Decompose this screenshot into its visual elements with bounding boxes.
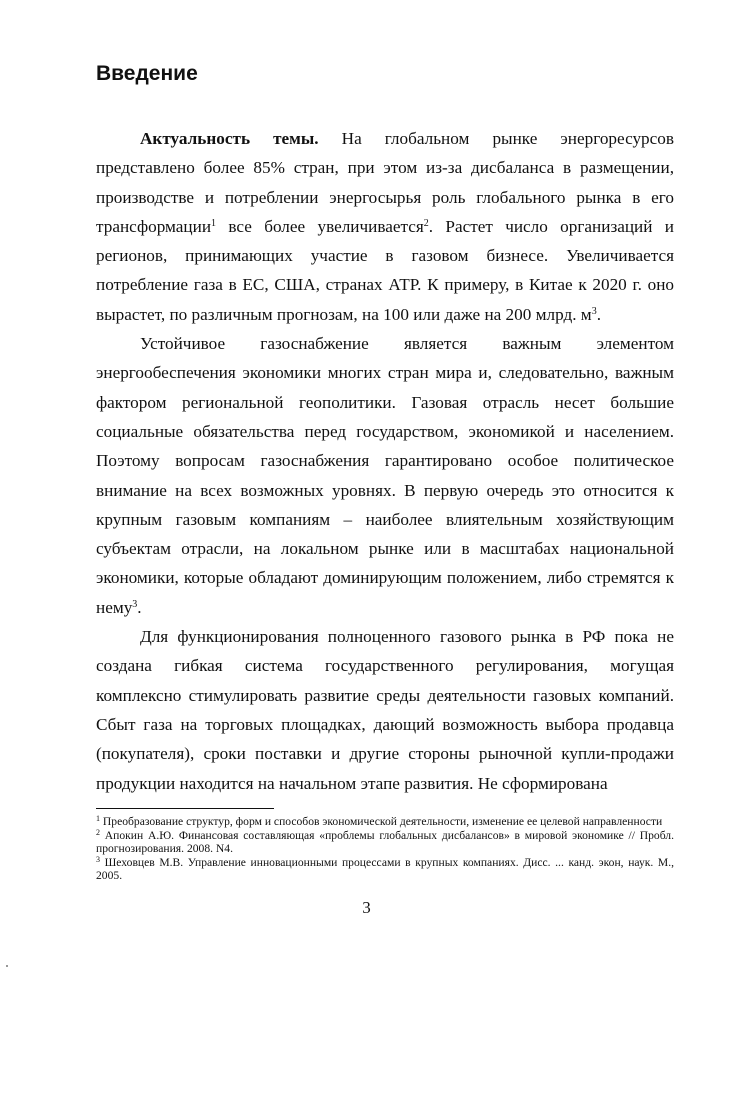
paragraph-text: . <box>137 597 142 617</box>
paragraph-relevance <box>96 124 674 329</box>
footnote-ref-2: 2 <box>423 217 429 229</box>
paragraph-text: Устойчивое газоснабжение является важным элементом энергообеспечения экономики многих стран мира и, следовательно, важным фактором региональной геополитики. Газовая отрасль несет большие социальные обязательства перед государством, экономикой и населением. Поэтому вопросам газоснабжения гарантировано особое политическое внимание на всех возможных уровнях. В первую очередь это относится к крупным газовым компаниям – наиболее влиятельным хозяйствующим субъектам отрасли, на локальном рынке или в масштабах национальной экономики, которые обладают доминирующим положением, либо стремятся к нему <box>96 334 674 617</box>
footnote-text: Шеховцев М.В. Управление инновационными процессами в крупных компаниях. Дисс. ... канд. экон, наук. М., 2005. <box>96 855 674 882</box>
scan-speck <box>6 965 8 967</box>
footnote-number: 2 <box>96 827 100 837</box>
footnote-2 <box>96 829 674 856</box>
footnotes <box>96 815 674 883</box>
paragraph-gas-market: Для функционирования полноценного газового рынка в РФ пока не создана гибкая система государственного регулирования, могущая комплексно стимулировать развитие среды деятельности газовых компаний. Сбыт газа на торговых площадках, дающий возможность выбора продавца (покупателя), сроки поставки и другие стороны рыночной купли-продажи продукции находится на начальном этапе развития. Не сформирована <box>96 627 674 793</box>
footnote-3 <box>96 856 674 883</box>
footnote-text: Преобразование структур, форм и способов экономической деятельности, изменение ее целевой направленности <box>100 815 663 828</box>
page-number: 3 <box>362 898 371 917</box>
footnote-text: Апокин А.Ю. Финансовая составляющая «проблемы глобальных дисбалансов» в мировой экономике // Пробл. прогнозирования. 2008. N4. <box>96 828 674 855</box>
footnote-number: 3 <box>96 854 100 864</box>
footnote-1 <box>96 815 674 829</box>
footnote-ref-1: 1 <box>211 217 217 229</box>
paragraph-text: На глобальном рынке энергоресурсов представлено более 85% стран, при этом из-за дисбаланса в размещении, производстве и потреблении энергосырья роль глобального рынка в его трансформации <box>96 129 674 236</box>
paragraph-gas-supply <box>96 329 674 622</box>
paragraph-text: все более увеличивается <box>216 216 424 236</box>
footnote-separator <box>96 808 274 809</box>
paragraph-text: . <box>596 304 601 324</box>
relevance-lead: Актуальность темы. <box>140 129 319 148</box>
section-heading: Введение <box>96 62 198 85</box>
paragraph-text: . Растет число организаций и регионов, принимающих участие в газовом бизнесе. Увеличивается потребление газа в ЕС, США, странах АТР. К примеру, в Китае к 2020 г. оно вырастет, по различным прогнозам, на 100 или даже на 200 млрд. м <box>96 216 674 324</box>
footnote-ref-3: 3 <box>132 598 138 610</box>
footnote-number: 1 <box>96 814 100 823</box>
body-text <box>96 124 674 798</box>
cubic-meter-superscript: 3 <box>591 305 597 317</box>
